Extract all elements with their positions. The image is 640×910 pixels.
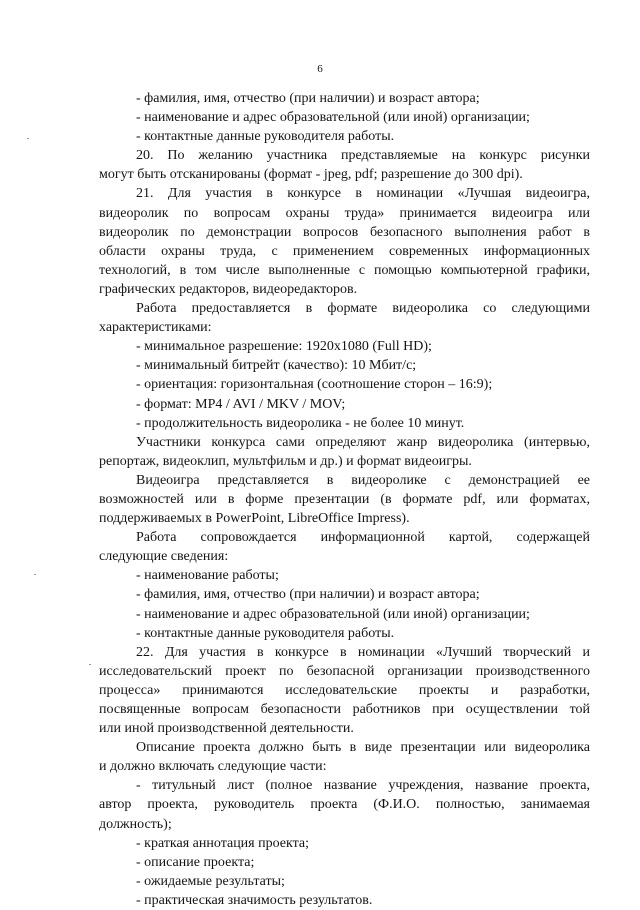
- scan-speck: [89, 664, 91, 665]
- text-line: - фамилия, имя, отчество (при наличии) и возраст автора;: [136, 91, 480, 106]
- text-line: - минимальное разрешение: 1920x1080 (Full HD);: [136, 339, 432, 355]
- text-line: могут быть отсканированы (формат - jpeg, pdf; разрешение до 300 dpi).: [99, 167, 523, 183]
- scan-speck: [34, 574, 36, 575]
- text-line: Описание проекта должно быть в виде презентации или видеоролика: [136, 740, 590, 756]
- text-line: посвященные вопросам безопасности работников при осуществлении той: [99, 702, 590, 717]
- text-line: - контактные данные руководителя работы.: [136, 129, 395, 145]
- text-line: репортаж, видеоклип, мультфильм и др.) и формат видеоигры.: [99, 453, 472, 469]
- text-line: - фамилия, имя, отчество (при наличии) и возраст автора;: [136, 587, 480, 603]
- text-line: видеоролик по вопросам охраны труда» принимается видеоигра или: [99, 205, 590, 221]
- text-line: следующие сведения:: [99, 549, 229, 565]
- text-line: - титульный лист (полное название учреждения, название проекта,: [136, 778, 590, 794]
- text-line: Работа сопровождается информационной картой, содержащей: [136, 530, 590, 546]
- text-line: - продолжительность видеоролика - не более 10 минут.: [136, 415, 465, 431]
- scan-speck: [27, 138, 29, 139]
- text-line: и должно включать следующие части:: [99, 759, 327, 775]
- text-line: - контактные данные руководителя работы.: [136, 625, 395, 641]
- text-line: 21. Для участия в конкурсе в номинации «Лучшая видеоигра,: [136, 186, 590, 202]
- text-line: - наименование и адрес образовательной (или иной) организации;: [136, 606, 530, 622]
- text-line: автор проекта, руководитель проекта (Ф.И.О. полностью, занимаемая: [99, 797, 590, 813]
- text-line: или иной производственной деятельности.: [99, 721, 354, 737]
- text-line: исследовательский проект по безопасной организации производственного: [99, 663, 590, 679]
- text-line: возможностей или в форме презентации (в формате pdf, или форматах,: [99, 491, 590, 507]
- text-line: 20. По желанию участника представляемые на конкурс рисунки: [136, 148, 590, 164]
- text-line: Видеоигра представляется в видеоролике с демонстрацией ее: [136, 472, 590, 488]
- text-line: - практическая значимость результатов.: [136, 892, 373, 908]
- text-line: поддерживаемых в PowerPoint, LibreOffice Impress).: [99, 511, 410, 527]
- text-line: - минимальный битрейт (качество): 10 Мбит/с;: [136, 358, 417, 374]
- text-line: - ориентация: горизонтальная (соотношение сторон – 16:9);: [136, 377, 493, 393]
- text-line: 22. Для участия в конкурсе в номинации «Лучший творческий и: [136, 644, 590, 660]
- text-line: области охраны труда, с применением современных информационных: [99, 243, 590, 259]
- text-line: должность);: [99, 816, 172, 832]
- text-line: - наименование работы;: [136, 568, 279, 584]
- text-line: технологий, в том числе выполненные с помощью компьютерной графики,: [99, 262, 590, 278]
- text-line: - формат: MP4 / AVI / MKV / MOV;: [136, 396, 346, 412]
- document-body: [99, 89, 590, 910]
- text-line: процесса» принимаются исследовательские проекты и разработки,: [99, 682, 590, 698]
- page-number: 6: [317, 63, 323, 75]
- text-line: Участники конкурса сами определяют жанр видеоролика (интервью,: [136, 434, 590, 450]
- text-line: характеристиками:: [99, 320, 212, 336]
- text-line: видеоролик по демонстрации вопросов безопасного выполнения работ в: [99, 224, 590, 240]
- text-line: - ожидаемые результаты;: [136, 873, 285, 889]
- text-line: Работа предоставляется в формате видеоролика со следующими: [136, 301, 590, 317]
- text-line: графических редакторов, видеоредакторов.: [99, 281, 358, 297]
- text-line: - краткая аннотация проекта;: [136, 835, 310, 851]
- text-line: - описание проекта;: [136, 854, 255, 870]
- text-line: - наименование и адрес образовательной (или иной) организации;: [136, 110, 530, 126]
